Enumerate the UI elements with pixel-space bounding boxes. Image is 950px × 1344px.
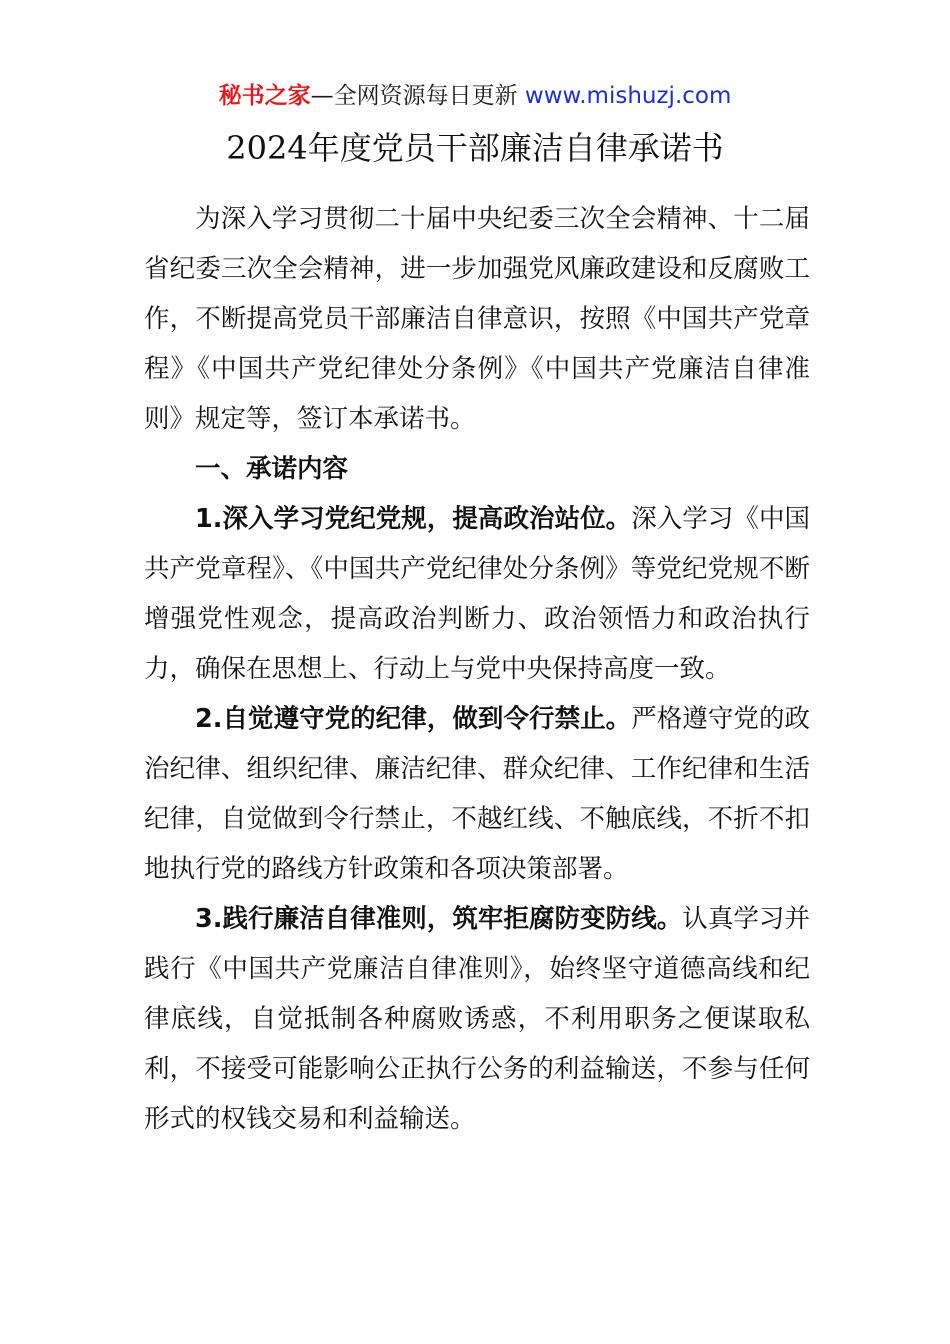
item-1-text: 深入学习《中国共产党章程》、《中国共产党纪律处分条例》等党纪党规不断增强党性观念，提高政治判断力、政治领悟力和政治执行力，确保在思想上、行动上与党中央保持高度一致。 <box>144 504 810 684</box>
item-3-text: 认真学习并践行《中国共产党廉洁自律准则》，始终坚守道德高线和纪律底线，自觉抵制各种腐败诱惑，不利用职务之便谋取私利，不接受可能影响公正执行公务的利益输送，不参与任何形式的权钱交易和利益输送。 <box>144 904 810 1134</box>
brand-name: 秘书之家 <box>218 83 311 109</box>
site-url-link[interactable]: www.mishuzj.com <box>524 83 732 109</box>
intro-paragraph: 为深入学习贯彻二十届中央纪委三次全会精神、十二届省纪委三次全会精神，进一步加强党风廉政建设和反腐败工作，不断提高党员干部廉洁自律意识，按照《中国共产党章程》《中国共产党纪律处分条例》《中国共产党廉洁自律准则》规定等，签订本承诺书。 <box>144 204 810 434</box>
title-year: 2024 <box>226 129 308 167</box>
site-banner <box>0 80 950 112</box>
document-body <box>144 194 810 1144</box>
item-2-lead: 2.自觉遵守党的纪律，做到令行禁止。 <box>195 704 632 734</box>
section-heading: 一、承诺内容 <box>195 454 349 484</box>
commitment-item-3 <box>144 894 810 1144</box>
item-3-lead: 3.践行廉洁自律准则，筑牢拒腐防变防线。 <box>195 904 683 934</box>
document-title <box>0 124 950 172</box>
commitment-item-2 <box>144 694 810 894</box>
item-1-lead: 1.深入学习党纪党规，提高政治站位。 <box>195 504 632 534</box>
title-text: 年度党员干部廉洁自律承诺书 <box>307 129 724 167</box>
item-2-text: 严格遵守党的政治纪律、组织纪律、廉洁纪律、群众纪律、工作纪律和生活纪律，自觉做到令行禁止，不越红线、不触底线，不折不扣地执行党的路线方针政策和各项决策部署。 <box>144 704 810 884</box>
commitment-item-1 <box>144 494 810 694</box>
banner-tagline: —全网资源每日更新 <box>310 83 518 109</box>
